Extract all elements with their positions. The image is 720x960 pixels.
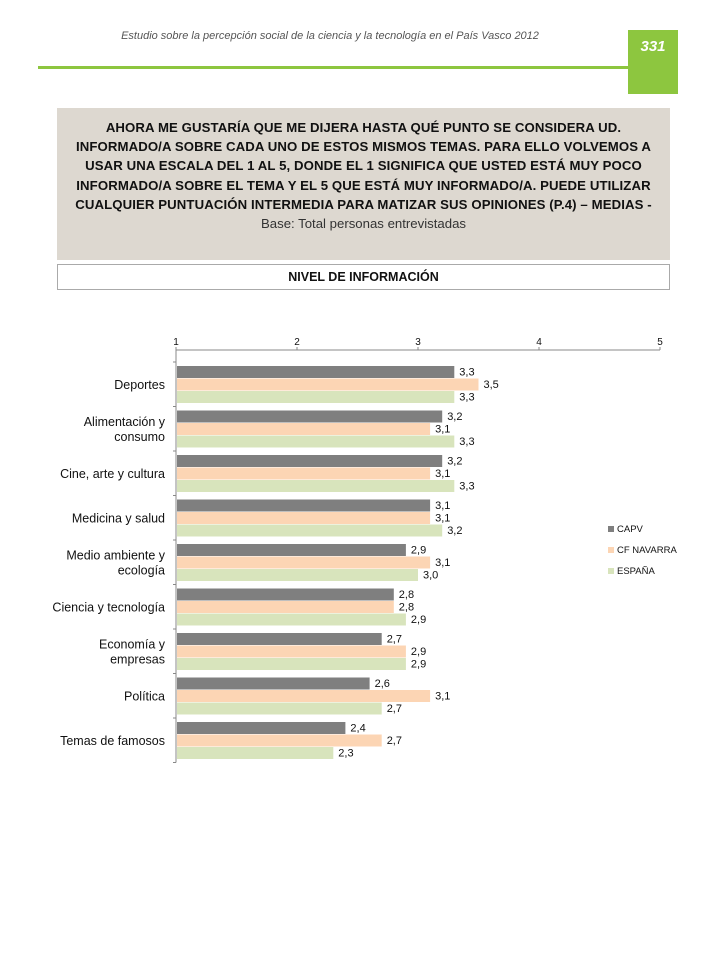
category-label: empresas xyxy=(110,652,165,667)
bar-espa-a xyxy=(177,747,333,759)
data-label: 2,8 xyxy=(398,601,415,614)
bar-capv xyxy=(177,455,442,467)
bar-chart xyxy=(0,330,720,780)
data-label: 2,9 xyxy=(410,544,427,557)
bar-espa-a xyxy=(177,569,418,581)
data-label: 3,1 xyxy=(435,468,451,480)
question-base: Base: Total personas entrevistadas xyxy=(260,216,467,232)
x-tick-label: 4 xyxy=(536,337,542,348)
data-label: 2,3 xyxy=(338,747,354,760)
x-tick-label: 5 xyxy=(657,337,663,348)
data-label: 2,4 xyxy=(350,722,366,735)
data-label: 3,2 xyxy=(447,525,463,537)
bar-espa-a xyxy=(177,614,406,626)
legend-label: CAPV xyxy=(617,524,643,535)
bar-cf-navarra xyxy=(177,735,382,747)
category-label: Cine, arte y cultura xyxy=(60,466,165,481)
bar-cf-navarra xyxy=(177,646,406,658)
category-label: Política xyxy=(124,689,165,704)
data-label: 2,7 xyxy=(386,633,402,646)
data-label: 3,2 xyxy=(447,411,463,423)
bar-espa-a xyxy=(177,658,406,670)
bar-espa-a xyxy=(177,436,454,448)
data-label: 3,1 xyxy=(435,423,451,436)
bar-capv xyxy=(177,366,454,378)
bar-capv xyxy=(177,411,442,423)
report-title: Estudio sobre la percepción social de la ciencia y la tecnología en el País Vasco 2012 xyxy=(121,30,539,42)
bar-cf-navarra xyxy=(177,601,394,613)
category-label: consumo xyxy=(114,429,165,444)
data-label: 2,7 xyxy=(386,735,402,747)
x-tick-label: 3 xyxy=(415,337,421,348)
page-number: 331 xyxy=(628,30,678,94)
legend-swatch xyxy=(608,568,614,574)
data-label: 3,5 xyxy=(483,379,499,391)
bar-cf-navarra xyxy=(177,690,430,702)
legend-swatch xyxy=(608,526,614,532)
bar-espa-a xyxy=(177,525,442,537)
bar-cf-navarra xyxy=(177,512,430,524)
category-label: Medicina y salud xyxy=(71,511,165,526)
bar-cf-navarra xyxy=(177,379,479,391)
data-label: 3,3 xyxy=(459,366,475,379)
header-divider xyxy=(38,66,640,69)
bar-capv xyxy=(177,500,430,512)
category-label: Economía y xyxy=(98,637,165,652)
data-label: 2,8 xyxy=(398,589,415,601)
category-label: ecología xyxy=(117,563,165,578)
data-label: 3,0 xyxy=(423,569,439,582)
legend-label: ESPAÑA xyxy=(617,566,655,577)
bar-capv xyxy=(177,544,406,556)
question-box xyxy=(57,108,670,260)
data-label: 3,1 xyxy=(435,690,451,703)
category-label: Temas de famosos xyxy=(60,733,165,748)
data-label: 3,1 xyxy=(435,557,451,569)
bar-cf-navarra xyxy=(177,468,430,480)
legend-label: CF NAVARRA xyxy=(617,545,677,556)
question-text: AHORA ME GUSTARÍA QUE ME DIJERA HASTA QUÉ PUNTO SE CONSIDERA UD. INFORMADO/A SOBRE CADA UNO DE ESTOS MISMOS TEMAS. PARA ELLO VOLVEMOS A USAR UNA ESCALA DEL 1 AL 5, DONDE EL 1 SIGNIFICA QUE USTED ESTÁ MUY POCO INFORMADO/A SOBRE EL TEMA Y EL 5 QUE ESTÁ MUY INFORMADO/A. PUEDE UTILIZAR CUALQUIER PUNTUACIÓN INTERMEDIA PARA MATIZAR SUS OPINIONES (P.4) – MEDIAS - xyxy=(75,120,652,212)
category-label: Medio ambiente y xyxy=(66,548,165,563)
data-label: 2,7 xyxy=(386,703,402,715)
legend-swatch xyxy=(608,547,614,553)
data-label: 2,9 xyxy=(410,614,427,626)
bar-cf-navarra xyxy=(177,557,430,569)
bar-capv xyxy=(177,722,345,734)
bar-capv xyxy=(177,589,394,601)
x-tick-label: 2 xyxy=(294,337,300,348)
section-title: NIVEL DE INFORMACIÓN xyxy=(57,264,670,290)
data-label: 3,3 xyxy=(459,391,475,404)
category-label: Alimentación y xyxy=(83,414,165,429)
bar-espa-a xyxy=(177,391,454,403)
bar-espa-a xyxy=(177,703,382,715)
data-label: 3,3 xyxy=(459,480,475,493)
bar-cf-navarra xyxy=(177,423,430,435)
bar-capv xyxy=(177,678,370,690)
category-label: Deportes xyxy=(114,377,165,392)
data-label: 2,6 xyxy=(374,678,390,690)
bar-capv xyxy=(177,633,382,645)
data-label: 2,9 xyxy=(410,646,427,658)
data-label: 3,2 xyxy=(447,455,463,468)
data-label: 2,9 xyxy=(410,658,427,671)
data-label: 3,3 xyxy=(459,436,475,448)
data-label: 3,1 xyxy=(435,512,451,525)
x-tick-label: 1 xyxy=(173,337,179,348)
category-label: Ciencia y tecnología xyxy=(52,600,165,615)
data-label: 3,1 xyxy=(435,500,451,512)
bar-espa-a xyxy=(177,480,454,492)
